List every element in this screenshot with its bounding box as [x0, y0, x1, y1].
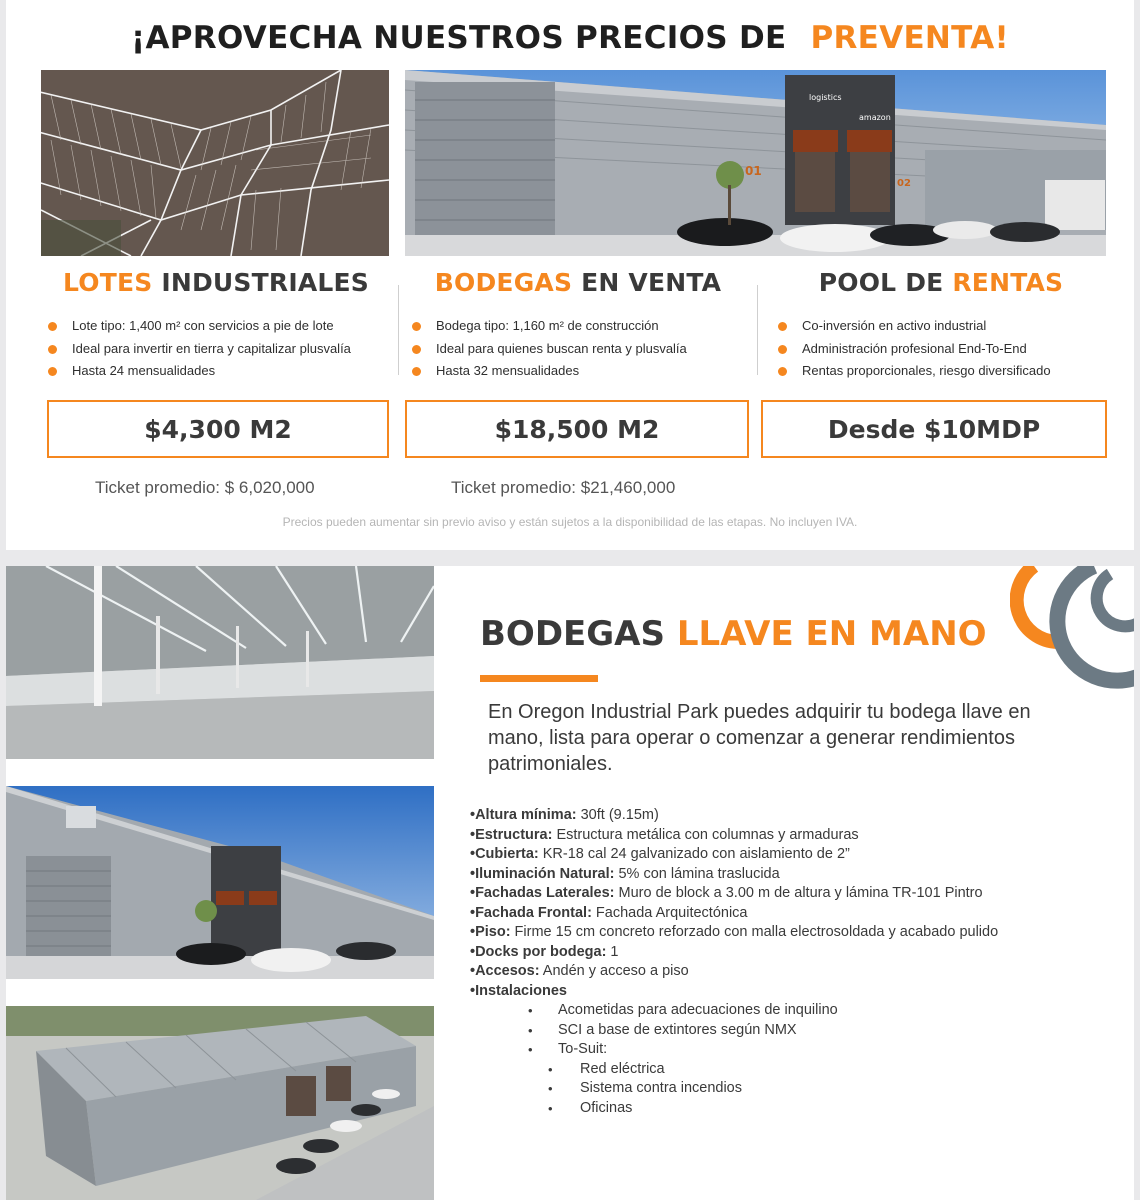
installation-text: Acometidas para adecuaciones de inquilino: [558, 1002, 838, 1018]
price-disclaimer: Precios pueden aumentar sin previo aviso y están sujetos a la disponibilidad de las etapas. No incluyen IVA.: [282, 515, 858, 529]
logo-arcs-icon: [1010, 566, 1134, 696]
list-item: Hasta 24 mensualidades: [46, 360, 386, 383]
warehouse-exterior-photo: [6, 786, 434, 979]
lotes-title-rest: INDUSTRIALES: [152, 268, 369, 297]
pool-rentas-column: [776, 268, 1106, 383]
installation-item: [470, 1021, 1110, 1041]
warehouse-interior-photo: [6, 566, 434, 759]
llave-intro-paragraph: En Oregon Industrial Park puedes adquirir tu bodega llave en mano, lista para operar o comenzar a generar rendimientos patrimoniales.: [488, 701, 1031, 775]
lotes-title-accent: LOTES: [63, 268, 153, 297]
to-suit-text: Oficinas: [580, 1099, 633, 1116]
signage-tenant-text: amazon: [859, 113, 891, 122]
bullet-icon: •: [548, 1061, 553, 1077]
spec-label: •Fachada Frontal:: [470, 904, 592, 921]
unit-number-a: 01: [745, 164, 762, 178]
aerial-lots-image: [41, 70, 389, 256]
signage-brand-text: logistics: [809, 93, 842, 102]
list-item: Ideal para invertir en tierra y capitalizar plusvalía: [46, 338, 386, 361]
title-underline: [480, 675, 598, 682]
spec-value: Muro de block a 3.00 m de altura y lámina TR-101 Pintro: [614, 885, 983, 901]
pool-rentas-title: [776, 268, 1106, 297]
spec-row: [470, 923, 1110, 943]
llave-title-accent: LLAVE EN MANO: [676, 614, 987, 654]
bodegas-venta-title: [410, 268, 746, 297]
warehouse-render-image: [405, 70, 1106, 256]
installation-text: SCI a base de extintores según NMX: [558, 1021, 797, 1038]
pool-price-box: Desde $10MDP: [761, 400, 1107, 458]
installation-item: [470, 1001, 1110, 1021]
spec-row: [470, 982, 1110, 1002]
spec-value: KR-18 cal 24 galvanizado con aislamiento de 2”: [538, 846, 850, 862]
spec-value: 1: [606, 943, 619, 960]
spec-value: Fachada Arquitectónica: [591, 904, 748, 921]
spec-row: [470, 884, 1110, 904]
spec-label: •Instalaciones: [470, 982, 567, 999]
spec-row: [470, 943, 1110, 963]
pool-bullets: [776, 315, 1106, 383]
to-suit-text: Red eléctrica: [580, 1060, 665, 1077]
bodegas-title-accent: BODEGAS: [434, 268, 573, 297]
spec-label: •Estructura:: [470, 826, 553, 843]
list-item: Ideal para quienes buscan renta y plusvalía: [410, 338, 746, 361]
unit-number-b: 02: [897, 178, 911, 189]
headline-main: ¡APROVECHA NUESTROS PRECIOS DE: [131, 20, 787, 56]
bodegas-ticket: Ticket promedio: $21,460,000: [451, 478, 676, 497]
list-item: Rentas proporcionales, riesgo diversificado: [776, 360, 1106, 383]
spec-label: •Docks por bodega:: [470, 943, 607, 960]
spec-label: •Fachadas Laterales:: [470, 885, 615, 901]
installation-text: To-Suit:: [558, 1041, 608, 1057]
to-suit-item: [470, 1079, 1110, 1099]
to-suit-item: [470, 1099, 1110, 1119]
lotes-ticket: Ticket promedio: $ 6,020,000: [95, 478, 315, 497]
column-divider: [398, 285, 399, 375]
bodegas-bullets: [410, 315, 746, 383]
spec-value: 30ft (9.15m): [576, 807, 659, 823]
lotes-industriales-column: [46, 268, 386, 383]
spec-value: Firme 15 cm concreto reforzado con malla electrosoldada y acabado pulido: [510, 924, 999, 940]
spec-label: •Accesos:: [470, 963, 540, 979]
list-item: Administración profesional End-To-End: [776, 338, 1106, 361]
bodegas-title-rest: EN VENTA: [572, 268, 722, 297]
to-suit-item: [470, 1060, 1110, 1080]
lotes-title: [46, 268, 386, 297]
spec-row: [470, 865, 1110, 885]
spec-value: Andén y acceso a piso: [539, 963, 689, 979]
bullet-icon: •: [528, 1042, 533, 1057]
warehouse-aerial-photo: [6, 1006, 434, 1200]
lotes-bullets: [46, 315, 386, 383]
to-suit-text: Sistema contra incendios: [580, 1080, 742, 1096]
bodegas-venta-column: [410, 268, 746, 383]
spec-row: [470, 904, 1110, 924]
spec-row: [470, 845, 1110, 865]
spec-value: Estructura metálica con columnas y armaduras: [552, 826, 859, 843]
bullet-icon: •: [528, 1003, 533, 1018]
pool-title-prefix: POOL DE: [818, 268, 953, 297]
bullet-icon: •: [548, 1081, 553, 1096]
list-item: Lote tipo: 1,400 m² con servicios a pie de lote: [46, 315, 386, 338]
headline-accent: PREVENTA!: [810, 20, 1009, 56]
llave-en-mano-slide: [6, 566, 1134, 1200]
list-item: Co-inversión en activo industrial: [776, 315, 1106, 338]
bullet-icon: •: [548, 1100, 553, 1116]
list-item: Hasta 32 mensualidades: [410, 360, 746, 383]
spec-label: •Cubierta:: [470, 846, 539, 862]
llave-en-mano-title: [480, 614, 987, 654]
list-item: Bodega tipo: 1,160 m² de construcción: [410, 315, 746, 338]
llave-title-main: BODEGAS: [480, 614, 677, 654]
spec-row: [470, 806, 1110, 826]
pool-title-accent: RENTAS: [952, 268, 1064, 297]
spec-row: [470, 962, 1110, 982]
column-divider: [757, 285, 758, 375]
bodegas-price-box: $18,500 M2: [405, 400, 749, 458]
spec-label: •Iluminación Natural:: [470, 865, 615, 882]
preventa-headline: [6, 20, 1134, 56]
installation-item: [470, 1040, 1110, 1060]
spec-label: •Piso:: [470, 924, 511, 940]
specs-list: [470, 806, 1110, 1118]
bullet-icon: •: [528, 1022, 533, 1038]
preventa-slide: [6, 0, 1134, 550]
spec-row: [470, 826, 1110, 846]
spec-value: 5% con lámina traslucida: [614, 865, 780, 882]
lotes-price-box: $4,300 M2: [47, 400, 389, 458]
spec-label: •Altura mínima:: [470, 807, 577, 823]
